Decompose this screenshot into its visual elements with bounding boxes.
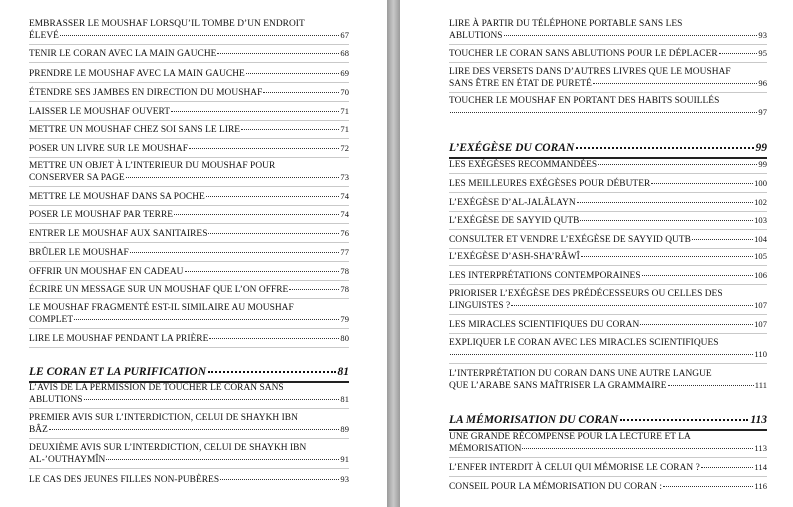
entry-divider	[29, 242, 349, 243]
toc-entry[interactable]	[449, 19, 767, 42]
dot-leader	[220, 479, 339, 480]
page-number: 107	[754, 319, 767, 329]
dot-leader	[189, 148, 339, 149]
page-number: 81	[340, 394, 349, 404]
page-number: 74	[340, 209, 349, 219]
toc-entry[interactable]	[29, 228, 349, 240]
dot-leader	[663, 486, 753, 487]
left-page	[0, 0, 387, 507]
dot-leader	[668, 385, 754, 386]
toc-entry-leader-line	[449, 300, 767, 312]
toc-entry-leader-line	[29, 333, 349, 345]
entry-divider	[29, 468, 349, 469]
toc-entry-leader-line	[29, 124, 349, 136]
page-number: 110	[754, 349, 767, 359]
dot-leader	[620, 419, 748, 421]
dot-leader	[651, 183, 753, 184]
dot-leader	[174, 214, 339, 215]
toc-entry-title-line2: ABLUTIONS	[449, 31, 503, 41]
page-number: 106	[754, 270, 767, 280]
dot-leader	[208, 233, 339, 234]
toc-entry-leader-line	[449, 319, 767, 331]
toc-entry[interactable]	[449, 96, 767, 118]
toc-entry-leader-line	[449, 234, 767, 246]
dot-leader	[84, 399, 340, 400]
entry-divider	[449, 333, 767, 334]
toc-entry-leader-line	[449, 197, 767, 209]
dot-leader	[185, 271, 340, 272]
entry-divider	[29, 328, 349, 329]
entry-divider	[29, 298, 349, 299]
page-number: 78	[340, 266, 349, 276]
toc-entry[interactable]	[449, 319, 767, 331]
dot-leader	[504, 35, 758, 36]
page-number: 76	[340, 228, 349, 238]
entry-divider	[29, 438, 349, 439]
toc-entry-title-line2: COMPLET	[29, 315, 74, 325]
toc-entry-leader-line	[29, 284, 349, 296]
section-heading[interactable]	[29, 366, 349, 379]
toc-entry-title: ÉTENDRE SES JAMBES EN DIRECTION DU MOUSHAF	[29, 88, 263, 98]
toc-entry[interactable]	[449, 369, 767, 392]
dot-leader	[130, 252, 340, 253]
toc-entry-title-line2: ABLUTIONS	[29, 395, 83, 405]
toc-entry[interactable]	[29, 48, 349, 60]
toc-entry-title-line2: CONSERVER SA PAGE	[29, 173, 125, 183]
toc-entry[interactable]	[29, 474, 349, 486]
toc-entry-leader-line	[449, 443, 767, 455]
toc-entry-title-line1: L’AVIS DE LA PERMISSION DE TOUCHER LE CORAN SANS	[29, 383, 284, 393]
toc-entry-leader-line	[29, 266, 349, 278]
entry-divider	[29, 280, 349, 281]
dot-leader	[74, 319, 339, 320]
entry-divider	[449, 173, 767, 174]
page-number: 96	[758, 78, 767, 88]
toc-entry-leader-line	[449, 481, 767, 493]
toc-entry[interactable]	[29, 191, 349, 203]
toc-entry-leader-line	[29, 394, 349, 406]
page-number: 105	[754, 251, 767, 261]
toc-entry[interactable]	[29, 106, 349, 118]
toc-entry-title: LES MEILLEURES EXÉGÈSES POUR DÉBUTER	[449, 179, 651, 189]
page-number: 113	[754, 443, 767, 453]
toc-entry-leader-line	[29, 191, 349, 203]
entry-divider	[29, 44, 349, 45]
entry-divider	[449, 92, 767, 93]
dot-leader	[217, 53, 339, 54]
toc-entry-leader-line	[29, 106, 349, 118]
toc-entry-leader-line	[449, 78, 767, 90]
page-number: 97	[758, 107, 767, 117]
entry-divider	[449, 248, 767, 249]
page-number: 73	[340, 172, 349, 182]
page-number: 114	[754, 462, 767, 472]
toc-entry-title-line2: ÉLEVÉ	[29, 31, 59, 41]
page-number: 72	[340, 143, 349, 153]
toc-entry[interactable]	[29, 161, 349, 184]
page-number: 103	[754, 215, 767, 225]
toc-entry-leader-line	[449, 215, 767, 227]
section-heading[interactable]	[449, 414, 767, 427]
entry-divider	[449, 284, 767, 285]
toc-entry[interactable]	[449, 178, 767, 190]
dot-leader	[576, 147, 753, 149]
entry-divider	[449, 363, 767, 364]
entry-divider	[449, 62, 767, 63]
toc-entry-leader-line	[449, 270, 767, 282]
page-number: 71	[340, 106, 349, 116]
toc-entry-title: LAISSER LE MOUSHAF OUVERT	[29, 107, 171, 117]
toc-entry-title-line2: QUE L’ARABE SANS MAÎTRISER LA GRAMMAIRE	[449, 381, 667, 391]
section-page-number: 99	[755, 142, 767, 154]
entry-divider	[449, 192, 767, 193]
toc-entry-leader-line	[29, 143, 349, 155]
toc-entry-title-line1: PRIORISER L’EXÉGÈSE DES PRÉDÉCESSEURS OU CELLES DES	[449, 289, 723, 299]
toc-entry[interactable]	[449, 481, 767, 493]
toc-entry-leader-line	[449, 349, 767, 360]
toc-entry-leader-line	[29, 48, 349, 60]
toc-entry[interactable]	[449, 432, 767, 455]
page-number: 80	[340, 333, 349, 343]
dot-leader	[581, 256, 753, 257]
right-page	[400, 0, 793, 507]
dot-leader	[171, 111, 339, 112]
toc-entry-title: CONSULTER ET VENDRE L’EXÉGÈSE DE SAYYID QUTB	[449, 235, 691, 245]
toc-entry-leader-line	[29, 424, 349, 436]
toc-entry-title: TENIR LE CORAN AVEC LA MAIN GAUCHE	[29, 49, 217, 59]
entry-divider	[29, 408, 349, 409]
toc-entry[interactable]	[449, 159, 767, 171]
section-page-number: 113	[750, 414, 767, 426]
dot-leader	[701, 467, 754, 468]
toc-entry-title: LES MIRACLES SCIENTIFIQUES DU CORAN	[449, 320, 640, 330]
toc-entry-leader-line	[29, 474, 349, 486]
toc-entry-leader-line	[449, 178, 767, 190]
page-number: 107	[754, 300, 767, 310]
toc-entry-title: LIRE LE MOUSHAF PENDANT LA PRIÈRE	[29, 334, 209, 344]
toc-entry-title-line1: DEUXIÈME AVIS SUR L’INTERDICTION, CELUI DE SHAYKH IBN	[29, 443, 307, 453]
section-heading[interactable]	[449, 142, 767, 155]
toc-entry-title-line2: LINGUISTES ?	[449, 301, 511, 311]
toc-entry-leader-line	[449, 48, 767, 60]
dot-leader	[522, 448, 753, 449]
entry-divider	[449, 314, 767, 315]
entry-divider	[29, 205, 349, 206]
dot-leader	[263, 92, 339, 93]
toc-entry-title: LES EXÉGÈSES RECOMMANDÉES	[449, 160, 598, 170]
toc-entry[interactable]	[29, 124, 349, 136]
section-title: LA MÉMORISATION DU CORAN	[449, 414, 619, 426]
entry-divider	[449, 457, 767, 458]
page-number: 91	[340, 454, 349, 464]
section-page-number: 81	[337, 366, 349, 378]
entry-divider	[29, 223, 349, 224]
dot-leader	[580, 220, 753, 221]
toc-entry[interactable]	[29, 247, 349, 259]
page-gutter	[387, 0, 400, 507]
toc-entry-title: METTRE UN MOUSHAF CHEZ SOI SANS LE LIRE	[29, 125, 241, 135]
toc-entry-title: POSER UN LIVRE SUR LE MOUSHAF	[29, 144, 189, 154]
toc-entry[interactable]	[449, 197, 767, 209]
toc-entry-leader-line	[29, 247, 349, 259]
section-underline	[449, 429, 767, 431]
toc-entry-title-line1: EMBRASSER LE MOUSHAF LORSQU’IL TOMBE D’UN ENDROIT	[29, 19, 305, 29]
toc-entry[interactable]	[29, 19, 349, 42]
dot-leader	[60, 35, 339, 36]
toc-entry[interactable]	[29, 68, 349, 80]
page-number: 95	[758, 48, 767, 58]
toc-entry[interactable]	[449, 338, 767, 360]
dot-leader	[206, 196, 340, 197]
toc-entry-title-line1: LIRE À PARTIR DU TÉLÉPHONE PORTABLE SANS LES	[449, 19, 683, 29]
dot-leader	[106, 459, 339, 460]
toc-entry-leader-line	[29, 30, 349, 42]
dot-leader	[511, 305, 753, 306]
toc-entry-title: L’ENFER INTERDIT À CELUI QUI MÉMORISE LE CORAN ?	[449, 463, 700, 473]
page-number: 100	[754, 178, 767, 188]
entry-divider	[449, 476, 767, 477]
toc-entry-leader-line	[29, 314, 349, 326]
dot-leader	[450, 354, 753, 355]
toc-entry[interactable]	[449, 215, 767, 227]
toc-entry-title-line1: PREMIER AVIS SUR L’INTERDICTION, CELUI DE SHAYKH IBN	[29, 413, 298, 423]
toc-entry-title-line1: METTRE UN OBJET À L’INTERIEUR DU MOUSHAF POUR	[29, 161, 276, 171]
entry-divider	[449, 44, 767, 45]
entry-divider	[29, 157, 349, 158]
dot-leader	[692, 239, 753, 240]
toc-entry-leader-line	[449, 380, 767, 392]
toc-entry[interactable]	[449, 270, 767, 282]
toc-entry-title: LE CAS DES JEUNES FILLES NON-PUBÈRES	[29, 475, 220, 485]
toc-entry[interactable]	[449, 67, 767, 90]
dot-leader	[246, 73, 340, 74]
toc-entry-leader-line	[449, 462, 767, 474]
page-number: 70	[340, 87, 349, 97]
toc-entry-leader-line	[449, 30, 767, 42]
toc-entry-title-line2: BÂZ	[29, 425, 48, 435]
page-number: 74	[340, 191, 349, 201]
entry-divider	[29, 62, 349, 63]
toc-entry-leader-line	[29, 209, 349, 221]
section-title: LE CORAN ET LA PURIFICATION	[29, 366, 207, 378]
toc-entry-title-line1: L’INTERPRÉTATION DU CORAN DANS UNE AUTRE LANGUE	[449, 369, 712, 379]
entry-divider	[29, 138, 349, 139]
toc-entry-leader-line	[29, 454, 349, 466]
page-number: 79	[340, 314, 349, 324]
entry-divider	[29, 347, 349, 348]
toc-entry-title: METTRE LE MOUSHAF DANS SA POCHE	[29, 192, 205, 202]
section-title: L’EXÉGÈSE DU CORAN	[449, 142, 575, 154]
page-number: 78	[340, 284, 349, 294]
toc-entry-title: LES INTERPRÉTATIONS CONTEMPORAINES	[449, 271, 641, 281]
toc-entry-title: PRENDRE LE MOUSHAF AVEC LA MAIN GAUCHE	[29, 69, 245, 79]
toc-entry[interactable]	[29, 209, 349, 221]
toc-entry[interactable]	[449, 462, 767, 474]
dot-leader	[598, 164, 757, 165]
toc-entry-title: POSER LE MOUSHAF PAR TERRE	[29, 210, 174, 220]
toc-entry[interactable]	[449, 289, 767, 312]
page-number: 71	[340, 124, 349, 134]
section-heading-line	[29, 366, 349, 379]
toc-entry[interactable]	[29, 143, 349, 155]
dot-leader	[289, 289, 339, 290]
dot-leader	[209, 338, 339, 339]
toc-entry-title: L’EXÉGÈSE D’AL-JALÂLAYN	[449, 198, 576, 208]
toc-entry-title: L’EXÉGÈSE DE SAYYID QUTB	[449, 216, 580, 226]
dot-leader	[126, 177, 340, 178]
page-number: 77	[340, 247, 349, 257]
section-heading-line	[449, 414, 767, 427]
page-number: 93	[758, 30, 767, 40]
dot-leader	[719, 53, 758, 54]
page-number: 99	[758, 159, 767, 169]
entry-divider	[449, 211, 767, 212]
toc-entry-title: BRÛLER LE MOUSHAF	[29, 248, 129, 258]
dot-leader	[577, 202, 753, 203]
page-number: 69	[340, 68, 349, 78]
page-number: 116	[754, 481, 767, 491]
toc-entry[interactable]	[29, 413, 349, 436]
toc-entry[interactable]	[29, 443, 349, 466]
section-heading-line	[449, 142, 767, 155]
toc-entry-title-line2: SANS ÊTRE EN ÉTAT DE PURETÉ	[449, 79, 592, 89]
page-number: 93	[340, 474, 349, 484]
toc-entry-title: L’EXÉGÈSE D’ASH-SHA’RÂWÎ	[449, 252, 580, 262]
toc-entry-leader-line	[449, 107, 767, 118]
toc-entry[interactable]	[29, 87, 349, 99]
dot-leader	[640, 324, 753, 325]
toc-entry-title-line1: LE MOUSHAF FRAGMENTÉ EST-IL SIMILAIRE AU MOUSHAF	[29, 303, 294, 313]
entry-divider	[449, 265, 767, 266]
toc-entry-leader-line	[29, 228, 349, 240]
page-number: 89	[340, 424, 349, 434]
toc-entry[interactable]	[29, 383, 349, 406]
toc-entry-title: TOUCHER LE CORAN SANS ABLUTIONS POUR LE DÉPLACER	[449, 49, 718, 59]
toc-entry-title: ÉCRIRE UN MESSAGE SUR UN MOUSHAF QUE L’ON OFFRE	[29, 285, 289, 295]
toc-entry-title: CONSEIL POUR LA MÉMORISATION DU CORAN :	[449, 482, 663, 492]
entry-divider	[29, 82, 349, 83]
toc-entry-leader-line	[449, 159, 767, 171]
toc-entry[interactable]	[449, 48, 767, 60]
dot-leader	[241, 129, 339, 130]
page-number: 67	[340, 30, 349, 40]
dot-leader	[49, 429, 339, 430]
dot-leader	[208, 371, 335, 373]
toc-entry-title-line2: AL-’OUTHAYMÎN	[29, 455, 106, 465]
dot-leader	[450, 112, 757, 113]
toc-entry[interactable]	[29, 284, 349, 296]
entry-divider	[29, 261, 349, 262]
toc-entry-title: ENTRER LE MOUSHAF AUX SANITAIRES	[29, 229, 208, 239]
page-number: 68	[340, 48, 349, 58]
toc-entry[interactable]	[29, 266, 349, 278]
toc-entry-leader-line	[29, 87, 349, 99]
toc-entry-leader-line	[29, 68, 349, 80]
toc-entry[interactable]	[29, 333, 349, 345]
toc-entry-title-line1: TOUCHER LE MOUSHAF EN PORTANT DES HABITS SOUILLÉS	[449, 96, 720, 106]
entry-divider	[29, 186, 349, 187]
toc-entry[interactable]	[29, 303, 349, 326]
toc-entry-title-line1: UNE GRANDE RÉCOMPENSE POUR LA LECTURE ET LA	[449, 432, 691, 442]
page-number: 111	[754, 380, 767, 390]
entry-divider	[29, 101, 349, 102]
entry-divider	[29, 120, 349, 121]
dot-leader	[593, 83, 758, 84]
toc-entry-leader-line	[449, 251, 767, 263]
toc-entry[interactable]	[449, 234, 767, 246]
toc-entry-title: OFFRIR UN MOUSHAF EN CADEAU	[29, 267, 184, 277]
toc-entry-leader-line	[29, 172, 349, 184]
entry-divider	[449, 229, 767, 230]
toc-entry-title-line2: MÉMORISATION	[449, 444, 522, 454]
toc-entry-title-line1: EXPLIQUER LE CORAN AVEC LES MIRACLES SCIENTIFIQUES	[449, 338, 719, 348]
page-number: 102	[754, 197, 767, 207]
toc-entry-title-line1: LIRE DES VERSETS DANS D’AUTRES LIVRES QUE LE MOUSHAF	[449, 67, 731, 77]
page-number: 104	[754, 234, 767, 244]
dot-leader	[642, 275, 754, 276]
toc-entry[interactable]	[449, 251, 767, 263]
